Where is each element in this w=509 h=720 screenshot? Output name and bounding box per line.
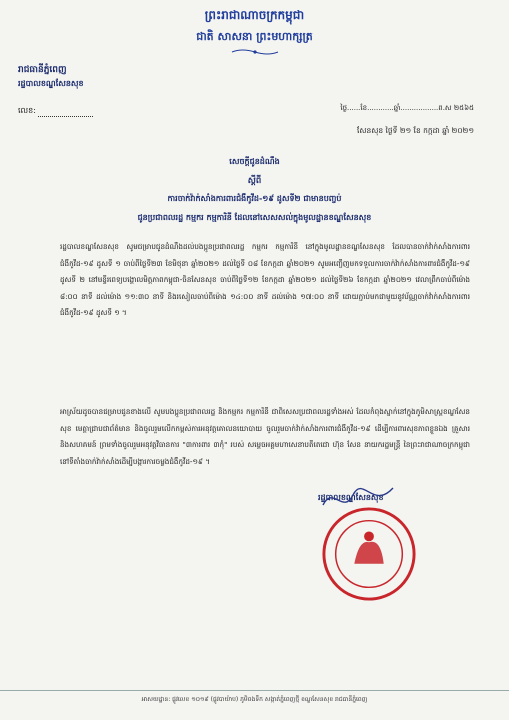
notice-subject: ការចាក់វ៉ាក់សាំងការពារជំងឺកូវីដ-១៩ ដូសទី២ ជាមានបញ្ចប់ (167, 194, 342, 203)
issuing-office: រដ្ឋបាលខណ្ឌសែនសុខ (18, 79, 84, 88)
reference-number (18, 105, 93, 117)
footer-divider (0, 690, 509, 691)
footer-address: អាសយដ្ឋាន: ផ្លូវលេខ ១០១៩ (ផ្លូវបាយ៉ាប) ភូមិពងទឹក សង្កាត់ភ្នំពេញថ្មី ខណ្ឌសែនសុខ រាជធានីភ្នំពេញ (141, 696, 368, 703)
body-paragraph-2: អាស្រ័យដូចបានជម្រាបជូនខាងលើ សូមបងប្អូនប្រជាពលរដ្ឋ និងកម្មករ កម្មការិនី ជាពិសេសប្រជាពលរដ្ឋទាំងអស់ ដែលកំពុងស្នាក់នៅក្នុងភូមិសាស្ត្រខណ្ឌសែនសុខ មេត្តាជ្រាបជាព័ត៌មាន និងចូលរួមលើកកម្ពស់ការអនុវត្តគោលនយោបាយ ចូលរួមចាក់វ៉ាក់សាំងការពារជំងឺកូវីដ-១៩ ដើម្បីការពារសុខភាពខ្លួនឯង គ្រួសារ និងសហគមន៍ ព្រមទាំងចូលរួមអនុវត្តវិធានការ "៣ការពារ ៣កុំ" របស់ សម្តេចអគ្គមហាសេនាបតីតេជោ ហ៊ុន សែន នាយករដ្ឋមន្ត្រី នៃព្រះរាជាណាចក្រកម្ពុជា នៅទីតាំងចាក់វ៉ាក់សាំងដើម្បីបង្ការការចម្លងជំងឺកូវីដ-១៩ ។ (60, 407, 470, 466)
solar-date: សែនសុខ ថ្ងៃទី ២១ ខែ កក្កដា ឆ្នាំ ២០២១ (356, 126, 474, 135)
reference-label: លេខ: (18, 106, 36, 115)
capital-name: រាជធានីភ្នំពេញ (18, 65, 67, 75)
signatory-office: រដ្ឋបាលខណ្ឌសែនសុខ (318, 493, 384, 502)
body-paragraph-1: រដ្ឋបាលខណ្ឌសែនសុខ សូមជម្រាបជូនដំណឹងដល់បងប្អូនប្រជាពលរដ្ឋ កម្មករ កម្មការិនី នៅក្នុងមូលដ្ឋានខណ្ឌសែនសុខ ដែលបានចាក់វ៉ាក់សាំងការពារជំងឺកូវីដ-១៩ ដូសទី ១ ចាប់ពីថ្ងៃទី២៣ ខែមិថុនា ឆ្នាំ២០២១ ដល់ថ្ងៃទី ០៨ ខែកក្កដា ឆ្នាំ២០២១ សូមអញ្ជើញមកទទួលការចាក់វ៉ាក់សាំងការពារជំងឺកូវីដ-១៩ ដូសទី ២ នៅមន្ទីរពេទ្យបង្គោលមិត្តភាពកម្ពុជា-ចិនសែនសុខ ចាប់ពីថ្ងៃទី១២ ខែកក្កដា ឆ្នាំ២០២១ ដល់ថ្ងៃទី២៦ ខែកក្កដា ឆ្នាំ២០២១ វេលាព្រឹកចាប់ពីម៉ោង ៨:០០ នាទី ដល់ម៉ោង ១១:៣០ នាទី និងរសៀលចាប់ពីម៉ោង ១៤:០០ នាទី ដល់ម៉ោង ១៧:០០ នាទី ដោយភ្ជាប់មកជាមួយនូវប័ណ្ណចាក់វ៉ាក់សាំងការពារជំងឺកូវីដ-១៩ ដូសទី ១ ។ (60, 242, 470, 317)
reference-slot (38, 107, 93, 117)
kingdom-title: ព្រះរាជាណាចក្រកម្ពុជា (204, 8, 305, 22)
notice-heading: សេចក្តីជូនដំណឹង (229, 157, 280, 166)
national-motto: ជាតិ សាសនា ព្រះមហាក្សត្រ (196, 30, 313, 43)
lunar-date: ថ្ងៃ......ខែ............ឆ្នាំ.................ព.ស ២៥៦៥ (340, 104, 474, 112)
ornament-divider (230, 48, 280, 56)
notice-audience: ជូនប្រជាពលរដ្ឋ កម្មករ កម្មការិនី ដែលនៅសេសសល់ក្នុងមូលដ្ឋានខណ្ឌសែនសុខ (137, 213, 372, 222)
notice-regarding: ស្តីពី (247, 176, 262, 186)
official-seal (320, 505, 418, 603)
